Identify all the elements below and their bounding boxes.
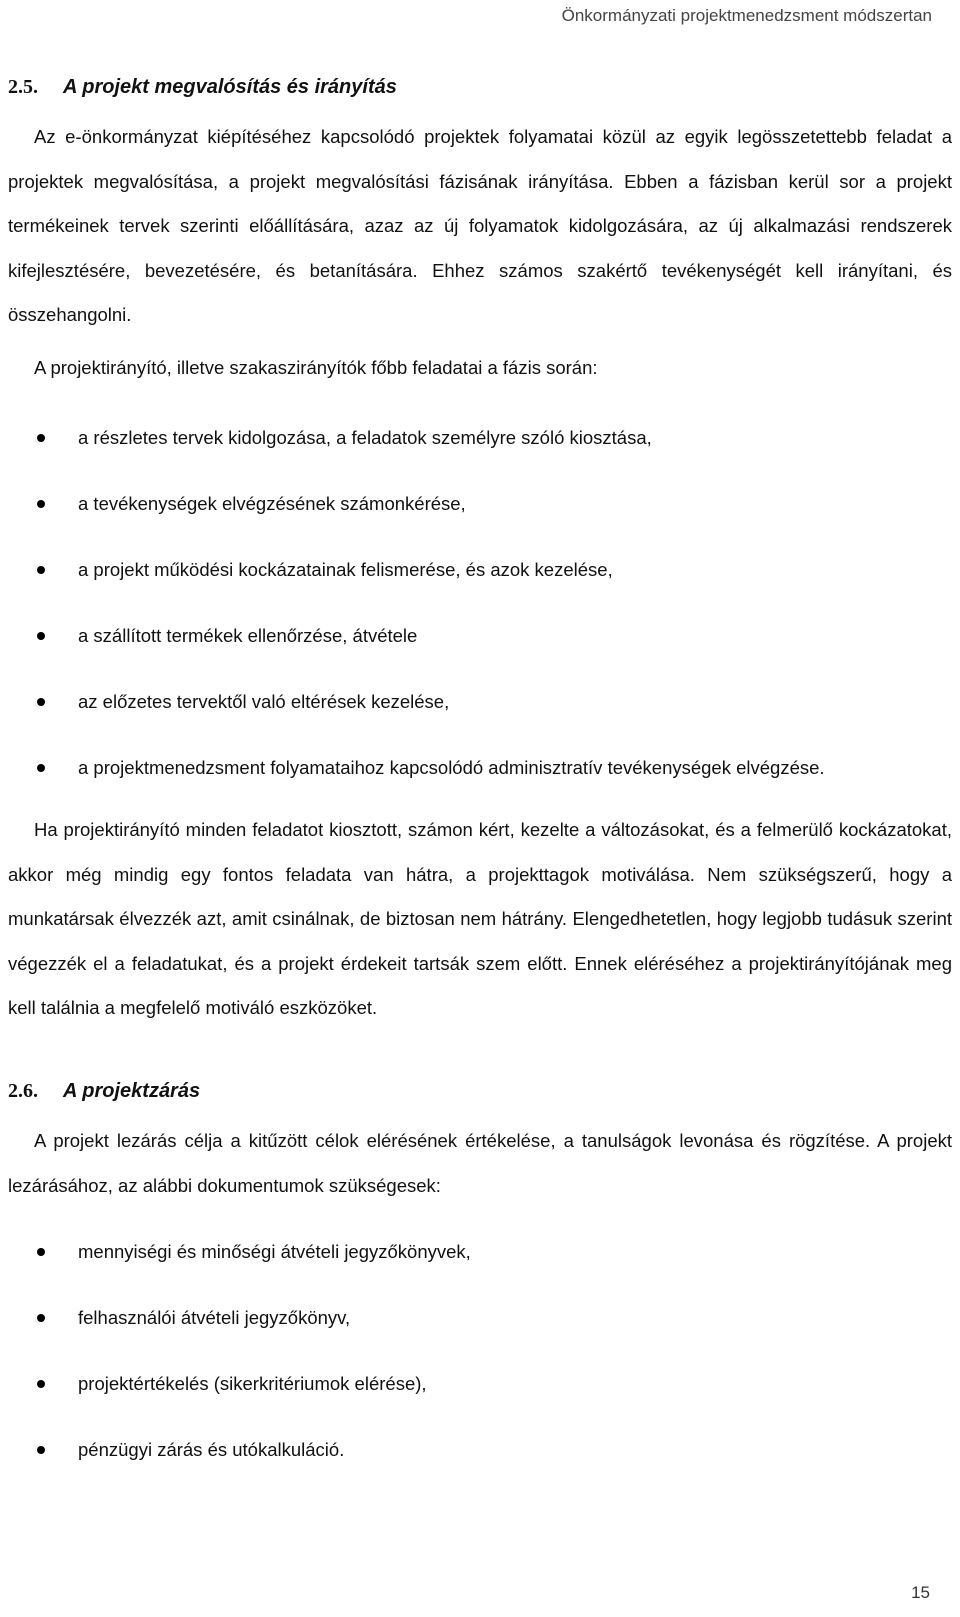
section-number: 2.5. <box>8 76 38 98</box>
section-2-5-paragraph-2: Ha projektirányító minden feladatot kiosztott, számon kért, kezelte a változásokat, és a felmerülő kockázatokat, akkor még mindig egy fontos feladata van hátra, a projekttagok motiválása. Nem szükségszerű, hogy a munkatársak élvezzék azt, amit csinálnak, de biztosan nem hátrány. Elengedhetetlen, hogy legjobb tudásuk szerint végezzék el a feladatukat, és a projekt érdekeit tartsák szem előtt. Ennek eléréséhez a projektirányítójának meg kell találnia a megfelelő motiváló eszközöket. <box>8 819 952 1018</box>
section-2-5-paragraph-1: Az e-önkormányzat kiépítéséhez kapcsolódó projektek folyamatai közül az egyik legösszetettebb feladat a projektek megvalósítása, a projekt megvalósítási fázisának irányítása. Ebben a fázisban kerül sor a projekt termékeinek tervek szerinti előállítására, azaz az új folyamatok kidolgozására, az új alkalmazási rendszerek kifejlesztésére, bevezetésére, és betanítására. Ehhez számos szakértő tevékenységét kell irányítani, és összehangolni. <box>8 126 952 325</box>
bullet-icon <box>37 500 45 508</box>
list-item: a szállított termékek ellenőrzése, átvétele <box>0 625 825 691</box>
section-title: A projekt megvalósítás és irányítás <box>63 76 397 98</box>
bullet-icon <box>37 566 45 574</box>
section-heading-2-5 <box>8 76 397 99</box>
bullet-icon <box>37 698 45 706</box>
list-item: a részletes tervek kidolgozása, a feladatok személyre szóló kiosztása, <box>0 427 825 493</box>
section-heading-2-6 <box>8 1080 200 1103</box>
documents-list <box>0 1241 471 1505</box>
bullet-icon <box>37 1446 45 1454</box>
section-title: A projektzárás <box>63 1080 201 1102</box>
section-2-6-paragraph-1: A projekt lezárás célja a kitűzött célok elérésének értékelése, a tanulságok levonása és rögzítése. A projekt lezárásához, az alábbi dokumentumok szükségesek: <box>8 1130 952 1196</box>
section-number: 2.6. <box>8 1080 38 1102</box>
page-number: 15 <box>911 1583 930 1602</box>
list-item: felhasználói átvételi jegyzőkönyv, <box>0 1307 471 1373</box>
bullet-icon <box>37 434 45 442</box>
list-item: projektértékelés (sikerkritériumok elérése), <box>0 1373 471 1439</box>
list-item: pénzügyi zárás és utókalkuláció. <box>0 1439 471 1505</box>
bullet-icon <box>37 1248 45 1256</box>
bullet-icon <box>37 1380 45 1388</box>
list-item: a projekt működési kockázatainak felismerése, és azok kezelése, <box>0 559 825 625</box>
list-item: a projektmenedzsment folyamataihoz kapcsolódó adminisztratív tevékenységek elvégzése. <box>0 757 825 823</box>
list-item: az előzetes tervektől való eltérések kezelése, <box>0 691 825 757</box>
tasks-intro: A projektirányító, illetve szakaszirányítók főbb feladatai a fázis során: <box>34 357 598 378</box>
list-item: a tevékenységek elvégzésének számonkérése, <box>0 493 825 559</box>
bullet-icon <box>37 1314 45 1322</box>
list-item: mennyiségi és minőségi átvételi jegyzőkönyvek, <box>0 1241 471 1307</box>
running-header: Önkormányzati projektmenedzsment módszertan <box>561 6 932 25</box>
tasks-list <box>0 427 825 823</box>
bullet-icon <box>37 764 45 772</box>
bullet-icon <box>37 632 45 640</box>
